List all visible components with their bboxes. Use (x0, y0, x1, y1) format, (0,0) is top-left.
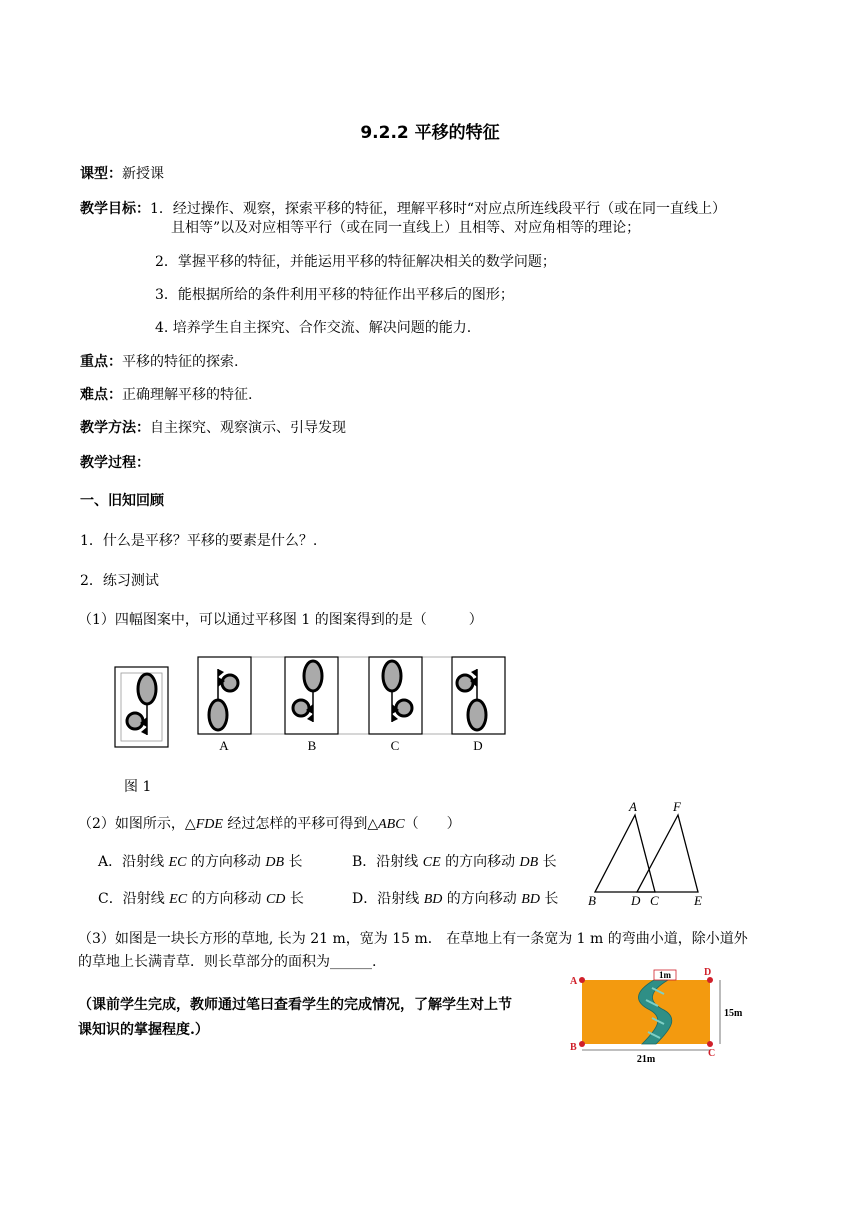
option-b-ray: CE (422, 855, 441, 870)
q2-2-post: （ ） (404, 816, 461, 832)
option-label-d: D (473, 738, 483, 753)
option-b-seg: DB (519, 855, 539, 870)
corner-a-dot (579, 977, 585, 983)
option-d-pattern (452, 657, 505, 734)
grass-field-figure (558, 962, 758, 1070)
option-c-mid: 的方向移动 (187, 891, 266, 907)
page-title: 9.2.2 平移的特征 (360, 123, 500, 143)
figure-1-caption: 图 1 (124, 779, 152, 795)
triangle-fde (637, 815, 698, 892)
option-a-seg: DB (265, 855, 285, 870)
label-f: F (673, 799, 681, 814)
question-2-2 (78, 813, 461, 833)
option-b-pre: B．沿射线 (352, 854, 423, 870)
teaching-method (80, 417, 346, 437)
difficulty-value: 正确理解平移的特征. (122, 387, 253, 403)
option-c (98, 888, 304, 908)
corner-d-label: D (704, 967, 712, 978)
label-c: C (650, 893, 659, 908)
option-a-ray: EC (168, 855, 187, 870)
figure-1-pattern (115, 667, 168, 747)
course-type-value: 新授课 (122, 166, 164, 182)
corner-c-dot (707, 1041, 713, 1047)
q2-2-pre: （2）如图所示，△ (78, 816, 196, 832)
q2-2-fde: FDE (195, 817, 223, 832)
question-2: 2．练习测试 (80, 573, 159, 589)
pattern-figure (105, 652, 515, 757)
option-a-pre: A．沿射线 (98, 854, 169, 870)
key-point-label: 重点： (80, 354, 122, 370)
option-c-post: 长 (285, 891, 304, 907)
method-label: 教学方法： (80, 420, 150, 436)
option-b-mid: 的方向移动 (440, 854, 520, 870)
key-point-value: 平移的特征的探索. (122, 354, 239, 370)
field-width-label: 15m (724, 1008, 743, 1019)
label-d: D (631, 893, 641, 908)
corner-b-label: B (570, 1042, 577, 1053)
option-label-b: B (307, 738, 317, 753)
objectives-label: 教学目标： (80, 201, 150, 217)
option-a-post: 长 (284, 854, 303, 870)
section-review-heading: 一、旧知回顾 (80, 493, 164, 509)
corner-b-dot (579, 1041, 585, 1047)
option-a-pattern (198, 657, 251, 734)
q2-2-mid: 经过怎样的平移可得到△ (222, 816, 379, 832)
triangle-abc (595, 815, 655, 892)
objective-2: 2．掌握平移的特征，并能运用平移的特征解决相关的数学问题； (155, 254, 556, 270)
note-line-1: （课前学生完成，教师通过笔曰查看学生的完成情况，了解学生对上节 (78, 997, 512, 1013)
method-value: 自主探究、观察演示、引导发现 (150, 420, 346, 436)
option-d-post: 长 (539, 891, 559, 907)
option-a-mid: 的方向移动 (186, 854, 266, 870)
label-a: A (629, 799, 637, 814)
option-b-post: 长 (538, 854, 557, 870)
option-b (352, 851, 557, 871)
field-length-label: 21m (636, 1054, 656, 1065)
note-line-2: 课知识的掌握程度.） (78, 1022, 209, 1038)
key-point (80, 351, 238, 371)
option-c-ray: EC (169, 892, 188, 907)
triangles-figure (585, 798, 715, 910)
difficulty (80, 384, 252, 404)
label-b: B (588, 893, 596, 908)
option-c-pattern (369, 657, 422, 734)
option-label-c: C (390, 738, 400, 753)
option-d (352, 888, 558, 908)
objective-1: 1．经过操作、观察，探索平移的特征，理解平移时“对应点所连线段平行（或在同一直线上） (150, 201, 727, 217)
difficulty-label: 难点： (80, 387, 122, 403)
objective-4: 4. 培养学生自主探究、合作交流、解决问题的能力. (155, 320, 472, 336)
option-d-ray: BD (423, 892, 443, 907)
option-label-a: A (219, 738, 229, 753)
course-type (80, 163, 164, 183)
option-d-pre: D．沿射线 (352, 891, 424, 907)
question-2-1: （1）四幅图案中，可以通过平移图 1 的图案得到的是（ ） (78, 612, 483, 628)
objective-3: 3．能根据所给的条件利用平移的特征作出平移后的图形； (155, 287, 514, 303)
course-type-label: 课型： (80, 166, 122, 182)
question-2-3-line-1: （3）如图是一块长方形的草地, 长为 21 m，宽为 15 m． 在草地上有一条宽为 1 m 的弯曲小道，除小道外 (78, 931, 748, 947)
corner-a-label: A (570, 976, 578, 987)
question-1: 1．什么是平移？平移的要素是什么？. (80, 533, 318, 549)
path-width-label: 1m (659, 970, 671, 980)
process-label: 教学过程： (80, 455, 150, 471)
q2-2-abc: ABC (378, 817, 405, 832)
option-c-seg: CD (265, 892, 286, 907)
option-b-pattern (285, 657, 338, 734)
objectives-line-1 (80, 198, 726, 218)
option-a (98, 851, 302, 871)
option-d-mid: 的方向移动 (442, 891, 522, 907)
label-e: E (694, 893, 702, 908)
question-2-3-line-2: 的草地上长满青草．则长草部分的面积为______. (78, 954, 377, 970)
option-d-seg: BD (521, 892, 540, 907)
corner-c-label: C (708, 1048, 716, 1059)
objective-1-cont: 且相等”以及对应相等平行（或在同一直线上）且相等、对应角相等的理论； (171, 220, 641, 236)
option-c-pre: C．沿射线 (98, 891, 170, 907)
